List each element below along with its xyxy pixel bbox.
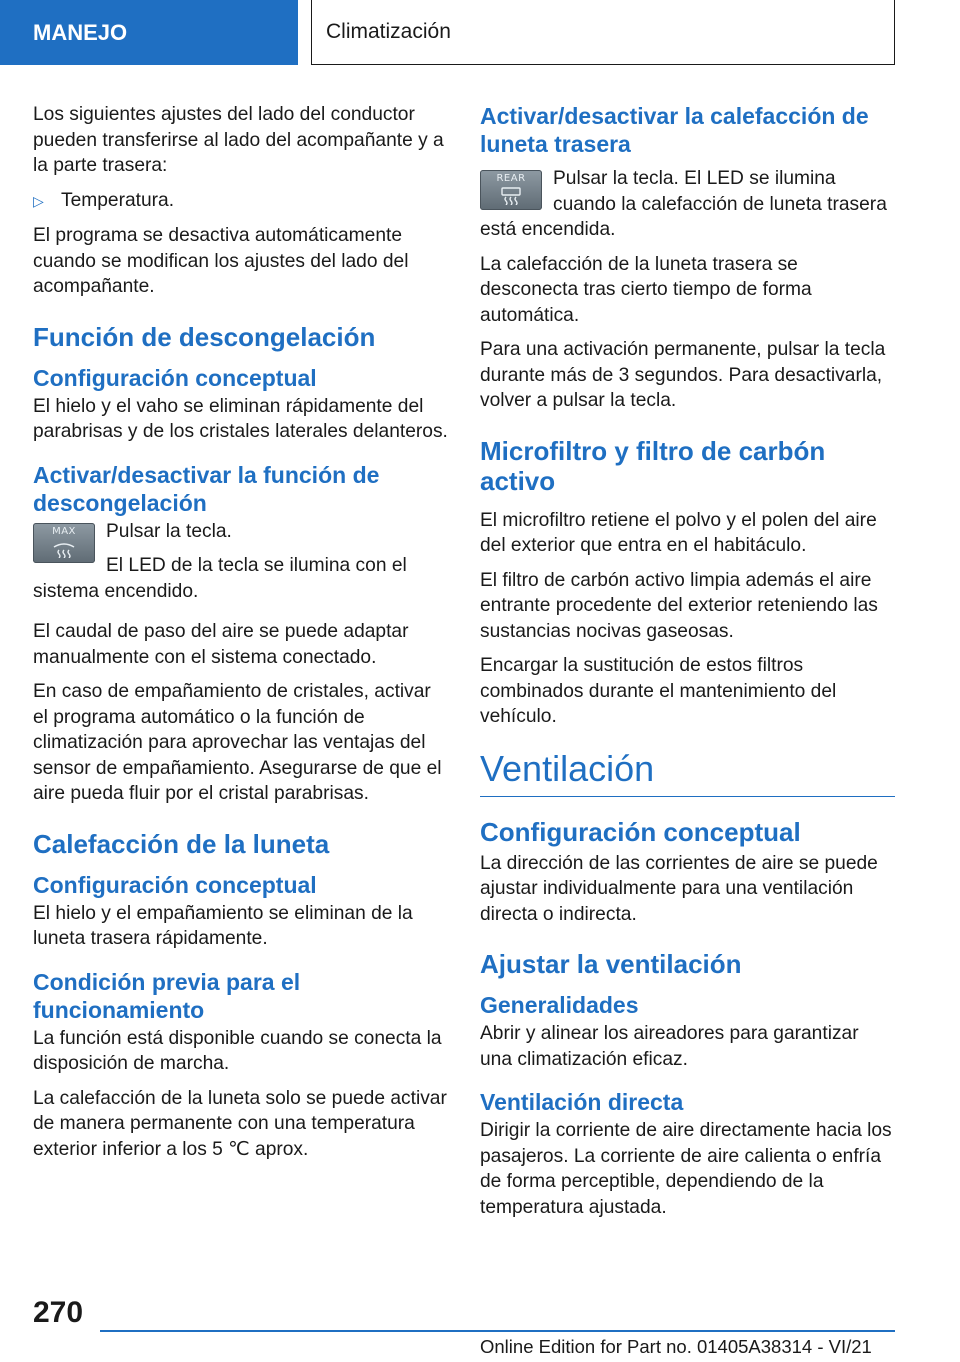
section-heading: Configuración conceptual: [480, 816, 801, 847]
paragraph: La calefacción de la luneta solo se puede activar de manera permanente con una temperatura exterior inferior a los 5 ℃ aprox.: [33, 1087, 447, 1160]
left-column: [33, 102, 448, 1171]
paragraph: El filtro de carbón activo limpia además el aire entrante procedente del exterior reteniendo las sustancias nocivas gaseosas.: [480, 569, 878, 642]
intro-paragraph: Los siguientes ajustes del lado del conductor pueden transferirse al lado del acompañante y a la parte trasera:: [33, 104, 444, 176]
max-defrost-button-icon: [33, 523, 95, 563]
paragraph: La función está disponible cuando se conecta la disposición de marcha.: [33, 1027, 442, 1074]
paragraph: El programa se desactiva automáticamente cuando se modifican los ajustes del lado del acompañante.: [33, 225, 409, 297]
edition-footer: Online Edition for Part no. 01405A38314 - VI/21: [480, 1336, 872, 1357]
subsection-heading: Activar/desactivar la función de descongelación: [33, 461, 380, 516]
paragraph: En caso de empañamiento de cristales, activar el programa automático o la función de climatización para aprovechar las ventajas del sensor de empañamiento. Asegurarse de que el aire pueda fluir por el cristal parabrisas.: [33, 681, 442, 804]
subsection-heading: Condición previa para el funcionamiento: [33, 968, 301, 1023]
section-heading: Microfiltro y filtro de carbón activo: [480, 435, 826, 496]
paragraph: El microfiltro retiene el polvo y el polen del aire del exterior que entra en el habitáculo.: [480, 509, 877, 556]
rear-button-row: [480, 166, 895, 252]
paragraph: El hielo y el vaho se eliminan rápidamente del parabrisas y de los cristales laterales delanteros.: [33, 395, 448, 442]
section-title: MANEJO: [33, 19, 128, 45]
paragraph: La dirección de las corrientes de aire se puede ajustar individualmente para una ventilación directa o indirecta.: [480, 852, 878, 925]
paragraph: Encargar la sustitución de estos filtros combinados durante el mantenimiento del vehículo.: [480, 655, 837, 727]
subsection-heading: Configuración conceptual: [33, 871, 317, 898]
button-label: REAR: [496, 173, 526, 184]
subsection-heading: Activar/desactivar la calefacción de luneta trasera: [480, 103, 869, 157]
chapter-tab: [311, 0, 895, 65]
paragraph: El caudal de paso del aire se puede adaptar manualmente con el sistema conectado.: [33, 621, 409, 668]
footer-divider: [100, 1330, 895, 1332]
paragraph: Pulsar la tecla.: [106, 520, 232, 542]
page-number: 270: [33, 1296, 84, 1329]
max-button-row: [33, 519, 448, 614]
section-heading: Ajustar la ventilación: [480, 949, 742, 979]
subsection-heading: Generalidades: [480, 992, 639, 1018]
triangle-bullet-icon: ▷: [33, 192, 44, 209]
list-item-text: Temperatura.: [61, 189, 175, 211]
section-heading: Calefacción de la luneta: [33, 828, 330, 859]
paragraph: Dirigir la corriente de aire directamente hacia los pasajeros. La corriente de aire calienta o enfría de forma perceptible, dependiendo de la temperatura ajustada.: [480, 1120, 892, 1218]
paragraph: El LED de la tecla se ilumina con el sistema encendido.: [33, 555, 407, 602]
section-tab: [0, 0, 298, 65]
paragraph: Abrir y alinear los aireadores para garantizar una climatización eficaz.: [480, 1023, 859, 1070]
section-heading: Función de descongelación: [33, 321, 376, 352]
chapter-heading: Ventilación: [480, 748, 895, 797]
paragraph: La calefacción de la luneta trasera se desconecta tras cierto tiempo de forma automática.: [480, 253, 812, 326]
rear-window-heat-icon: [500, 187, 522, 205]
windshield-heat-icon: [53, 540, 75, 558]
subsection-heading: Ventilación directa: [480, 1089, 684, 1115]
paragraph: Para una activación permanente, pulsar la tecla durante más de 3 segundos. Para desactivarla, volver a pulsar la tecla.: [480, 339, 886, 411]
right-column: [480, 102, 895, 1229]
paragraph: El hielo y el empañamiento se eliminan de la luneta trasera rápidamente.: [33, 902, 413, 949]
rear-window-heat-button-icon: [480, 170, 542, 210]
subsection-heading: Configuración conceptual: [33, 364, 317, 391]
chapter-title: Climatización: [326, 20, 451, 43]
button-label: MAX: [52, 525, 76, 537]
paragraph: Pulsar la tecla. El LED se ilumina cuando la calefacción de luneta trasera está encendida.: [480, 168, 887, 240]
list-item: [33, 188, 448, 215]
